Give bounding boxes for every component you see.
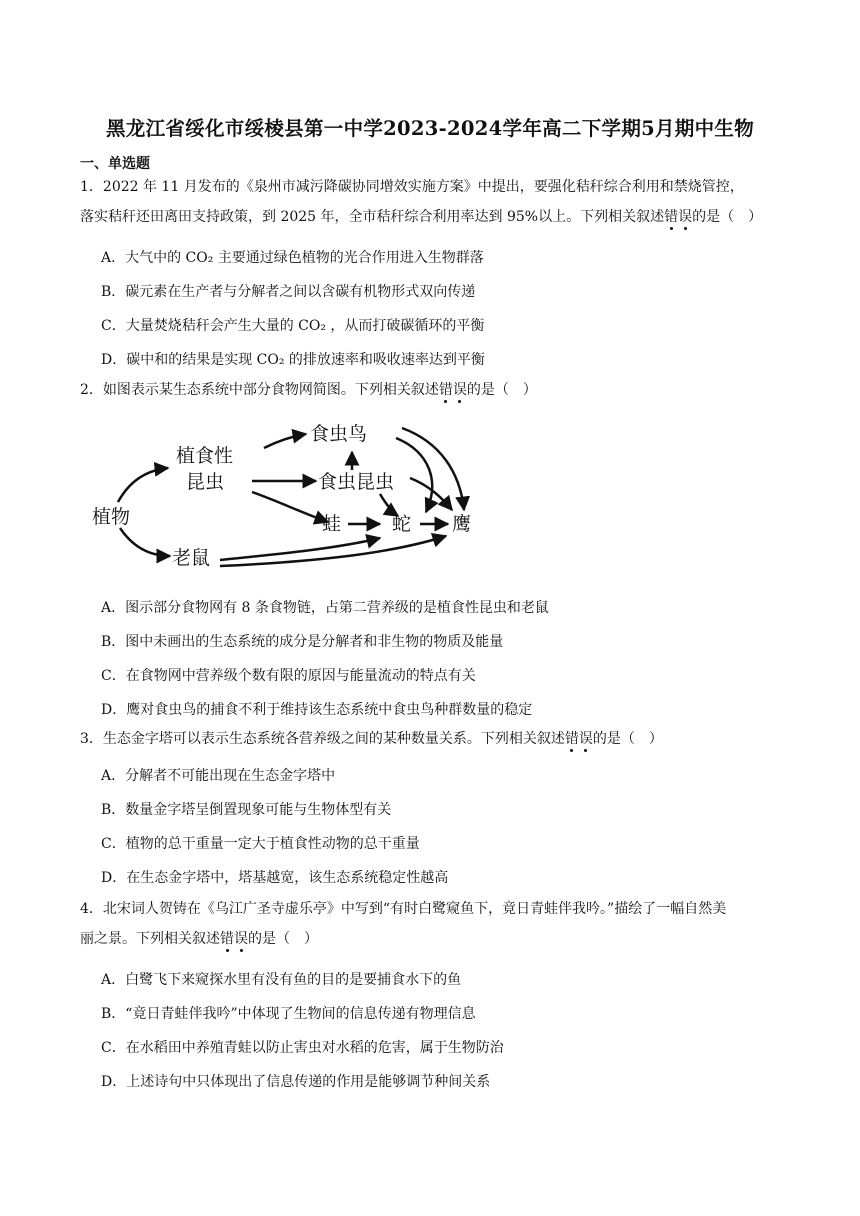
- document-title: 黑龙江省绥化市绥棱县第一中学2023-2024学年高二下学期5月期中生物: [105, 117, 754, 140]
- arrow-bird-to-hawk: [402, 428, 464, 510]
- node-snake: 蛇: [392, 513, 412, 535]
- node-mouse: 老鼠: [172, 547, 211, 569]
- question-4-option-a: A．白鹭飞下来窥探水里有没有鱼的目的是要捕食水下的鱼: [101, 972, 462, 988]
- question-3-option-a: A．分解者不可能出现在生态金字塔中: [101, 768, 336, 784]
- question-2-stem: 2．如图表示某生态系统中部分食物网简图。下列相关叙述错误的是（ ）: [80, 382, 537, 398]
- question-1-option-b: B．碳元素在生产者与分解者之间以含碳有机物形式双向传递: [101, 284, 476, 300]
- question-1-line-1: 1．2022 年 11 月发布的《泉州市减污降碳协同增效实施方案》中提出，要强化秸秆综合利用和禁烧管控，: [80, 179, 744, 195]
- question-1-option-d: D．碳中和的结果是实现 CO₂ 的排放速率和吸收速率达到平衡: [101, 352, 485, 368]
- node-hawk: 鹰: [452, 513, 472, 535]
- question-4-option-b: B．“竟日青蛙伴我吟”中体现了生物间的信息传递有物理信息: [101, 1006, 476, 1022]
- arrow-mouse-to-snake: [220, 538, 380, 560]
- arrow-plant-to-insect: [118, 468, 168, 502]
- food-web-diagram: [80, 412, 500, 582]
- question-2-option-b: B．图中未画出的生态系统的成分是分解者和非生物的物质及能量: [101, 634, 504, 650]
- arrow-insect-to-frog: [252, 492, 328, 522]
- node-plant: 植物: [92, 506, 131, 528]
- question-3-option-c: C．植物的总干重量一定大于植食性动物的总干重量: [101, 836, 420, 852]
- node-frog: 蛙: [322, 513, 342, 535]
- question-2-option-a: A．图示部分食物网有 8 条食物链，占第二营养级的是植食性昆虫和老鼠: [101, 600, 549, 616]
- section-heading: 一、单选题: [80, 156, 150, 172]
- question-4-line-1: 4．北宋词人贺铸在《乌江广圣寺虚乐亭》中写到“有时白鹭窥鱼下，竟日青蛙伴我吟。”描绘了一幅自然美: [80, 901, 727, 917]
- question-2-option-c: C．在食物网中营养级个数有限的原因与能量流动的特点有关: [101, 668, 476, 684]
- question-4-option-c: C．在水稻田中养殖青蛙以防止害虫对水稻的危害，属于生物防治: [101, 1040, 504, 1056]
- question-4: [80, 894, 780, 954]
- arrow-plant-to-mouse: [120, 528, 170, 556]
- question-4-option-d: D．上述诗句中只体现出了信息传递的作用是能够调节种间关系: [101, 1074, 491, 1090]
- arrow-bird-to-snake: [396, 438, 432, 512]
- question-3-option-d: D．在生态金字塔中，塔基越宽，该生态系统稳定性越高: [101, 870, 449, 886]
- arrow-insect-to-bird: [264, 434, 306, 448]
- arrow-mouse-to-hawk: [220, 536, 446, 566]
- question-4-line-2: 丽之景。下列相关叙述错误的是（ ）: [80, 931, 318, 947]
- question-3-option-b: B．数量金字塔呈倒置现象可能与生物体型有关: [101, 802, 392, 818]
- node-herbivorous-insect-line2: 昆虫: [186, 471, 225, 493]
- node-herbivorous-insect-line1: 植食性: [176, 445, 234, 467]
- question-3-stem: 3．生态金字塔可以表示生态系统各营养级之间的某种数量关系。下列相关叙述错误的是（ ）: [80, 731, 663, 747]
- question-1: [80, 172, 780, 232]
- question-1-option-c: C．大量焚烧秸秆会产生大量的 CO₂ ，从而打破碳循环的平衡: [101, 318, 485, 334]
- node-predatory-insect: 食虫昆虫: [318, 471, 395, 493]
- question-1-option-a: A．大气中的 CO₂ 主要通过绿色植物的光合作用进入生物群落: [101, 250, 484, 266]
- node-insectivorous-bird: 食虫鸟: [310, 423, 368, 445]
- question-2-option-d: D．鹰对食虫鸟的捕食不利于维持该生态系统中食虫鸟种群数量的稳定: [101, 702, 533, 718]
- question-1-line-2: 落实秸秆还田离田支持政策，到 2025 年，全市秸秆综合利用率达到 95%以上。下列相关叙述错误的是（ ）: [80, 209, 763, 225]
